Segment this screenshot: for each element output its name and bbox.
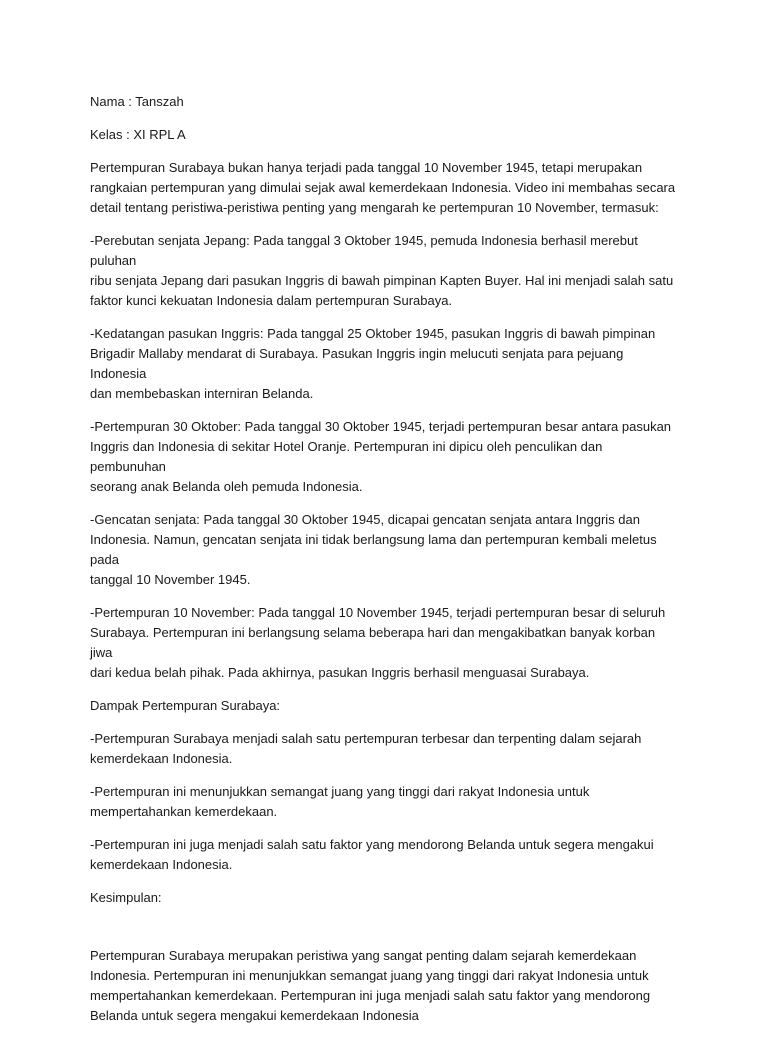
dampak-paragraph: -Pertempuran ini menunjukkan semangat juang yang tinggi dari rakyat Indonesia untuk mempertahankan kemerdekaan. [90,784,590,819]
dampak-paragraph: -Pertempuran Surabaya menjadi salah satu pertempuran terbesar dan terpenting dalam sejarah kemerdekaan Indonesia. [90,731,642,766]
dampak-heading: Dampak Pertempuran Surabaya: [90,698,281,713]
document-body [90,92,680,1039]
dampak-paragraph: -Pertempuran ini juga menjadi salah satu faktor yang mendorong Belanda untuk segera mengakui kemerdekaan Indonesia. [90,837,654,872]
event-paragraph: -Pertempuran 10 November: Pada tanggal 10 November 1945, terjadi pertempuran besar di seluruh Surabaya. Pertempuran ini berlangsung selama beberapa hari dan mengakibatkan banyak korban jiwa dari kedua belah pihak. Pada akhirnya, pasukan Inggris berhasil menguasai Surabaya. [90,605,666,680]
kesimpulan-heading: Kesimpulan: [90,890,162,905]
event-paragraph: -Perebutan senjata Jepang: Pada tanggal 3 Oktober 1945, pemuda Indonesia berhasil merebut puluhan ribu senjata Jepang dari pasukan Inggris di bawah pimpinan Kapten Buyer. Hal ini menjadi salah satu faktor kunci kekuatan Indonesia dalam pertempuran Surabaya. [90,233,674,308]
event-paragraph: -Kedatangan pasukan Inggris: Pada tanggal 25 Oktober 1945, pasukan Inggris di bawah pimpinan Brigadir Mallaby mendarat di Surabaya. Pasukan Inggris ingin melucuti senjata para pejuang Indonesia dan membebaskan interniran Belanda. [90,326,656,401]
event-paragraph: -Pertempuran 30 Oktober: Pada tanggal 30 Oktober 1945, terjadi pertempuran besar antara pasukan Inggris dan Indonesia di sekitar Hotel Oranje. Pertempuran ini dipicu oleh penculikan dan pembunuhan seorang anak Belanda oleh pemuda Indonesia. [90,419,672,494]
student-class: Kelas : XI RPL A [90,127,186,142]
intro-paragraph: Pertempuran Surabaya bukan hanya terjadi pada tanggal 10 November 1945, tetapi merupakan rangkaian pertempuran yang dimulai sejak awal kemerdekaan Indonesia. Video ini membahas secara detail tentang peristiwa-peristiwa penting yang mengarah ke pertempuran 10 November, termasuk: [90,160,676,215]
kesimpulan-paragraph: Pertempuran Surabaya merupakan peristiwa yang sangat penting dalam sejarah kemerdekaan Indonesia. Pertempuran ini menunjukkan semangat juang yang tinggi dari rakyat Indonesia untuk mempertahankan kemerdekaan. Pertempuran ini juga menjadi salah satu faktor yang mendorong Belanda untuk segera mengakui kemerdekaan Indonesia [90,948,651,1023]
event-paragraph: -Gencatan senjata: Pada tanggal 30 Oktober 1945, dicapai gencatan senjata antara Inggris dan Indonesia. Namun, gencatan senjata ini tidak berlangsung lama dan pertempuran kembali meletus pada tanggal 10 November 1945. [90,512,657,587]
student-name: Nama : Tanszah [90,94,184,109]
